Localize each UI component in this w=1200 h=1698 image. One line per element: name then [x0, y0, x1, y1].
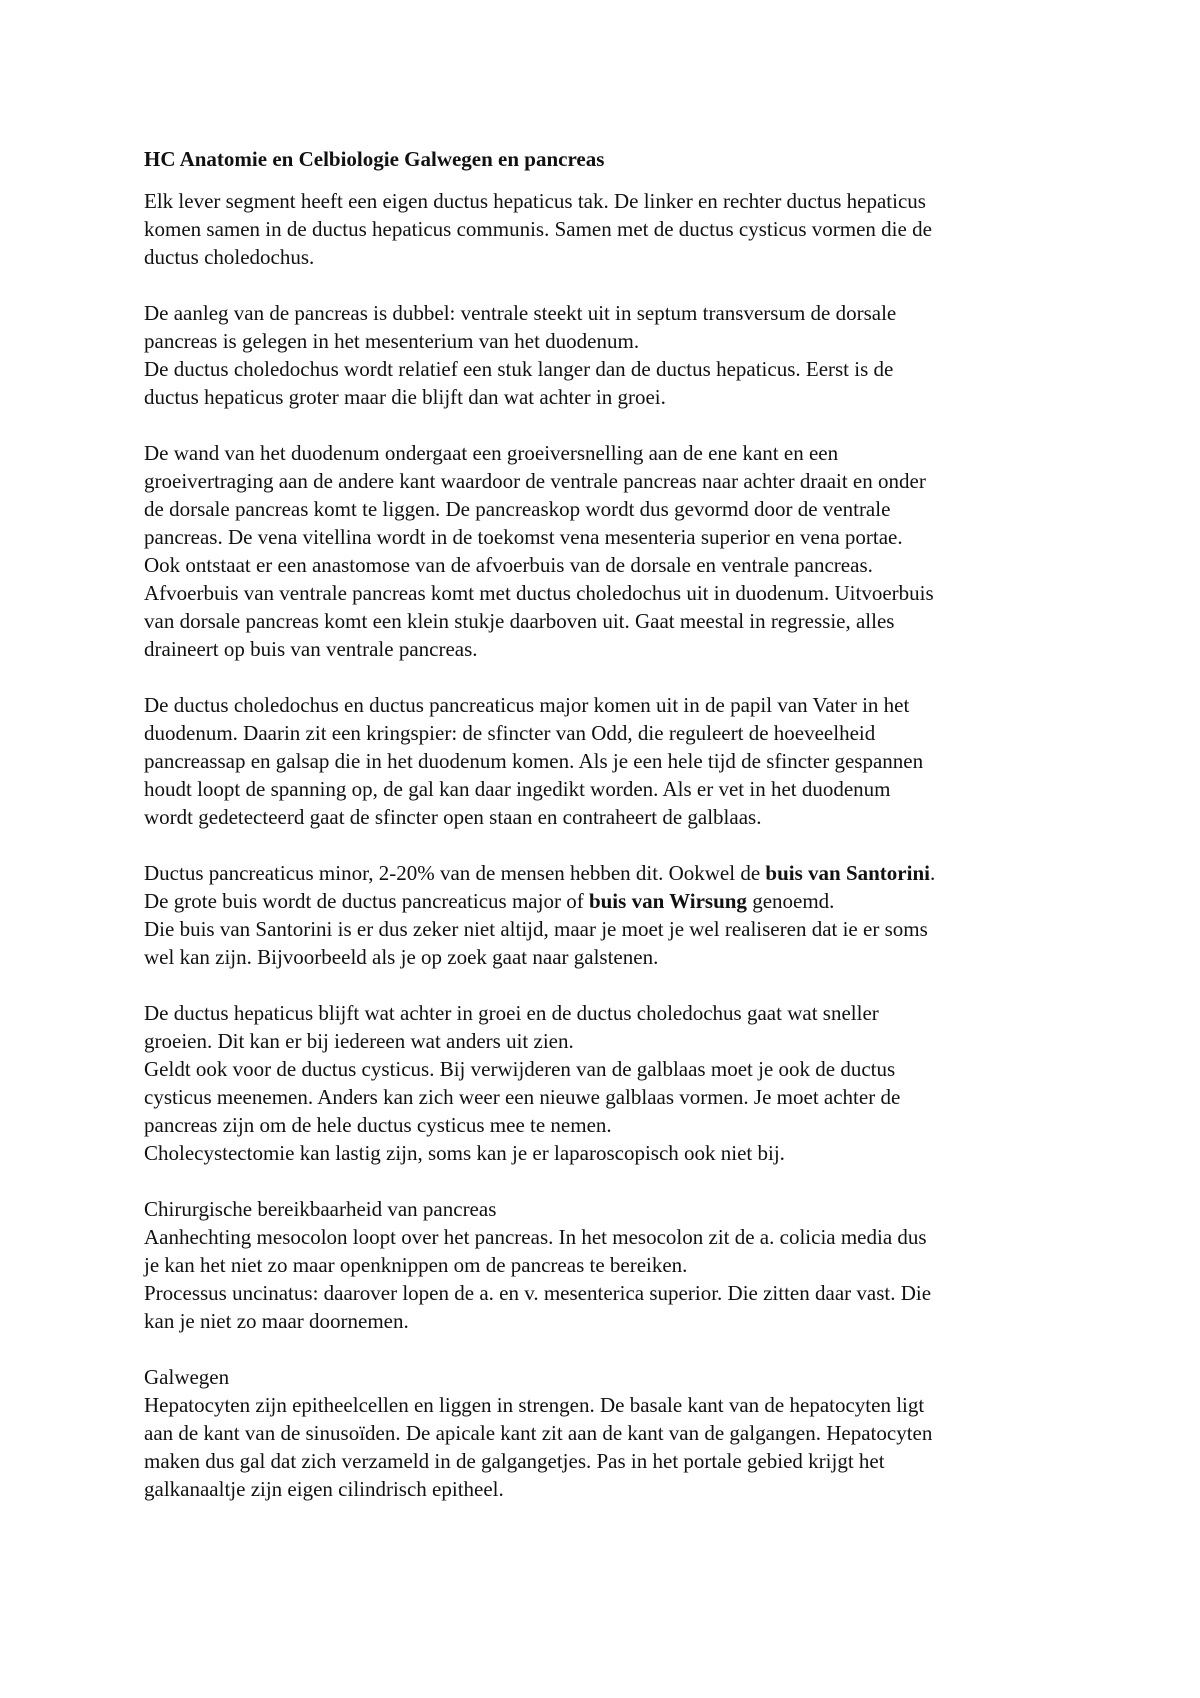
text-line: komen samen in de ductus hepaticus communis. Samen met de ductus cysticus vormen die de — [144, 217, 932, 241]
text-line: De ductus hepaticus blijft wat achter in groei en de ductus choledochus gaat wat sneller — [144, 1001, 879, 1025]
text-line: kan je niet zo maar doornemen. — [144, 1309, 409, 1333]
text-line: De ductus choledochus en ductus pancreaticus major komen uit in de papil van Vater in het — [144, 693, 910, 717]
text-line: Cholecystectomie kan lastig zijn, soms kan je er laparoscopisch ook niet bij. — [144, 1141, 785, 1165]
text-line: pancreas zijn om de hele ductus cysticus mee te nemen. — [144, 1113, 612, 1137]
text-line: De wand van het duodenum ondergaat een groeiversnelling aan de ene kant en een — [144, 441, 839, 465]
text-line: draineert op buis van ventrale pancreas. — [144, 637, 478, 661]
text-line: Elk lever segment heeft een eigen ductus hepaticus tak. De linker en rechter ductus hepaticus — [144, 189, 926, 213]
text-run: De grote buis wordt de ductus pancreaticus major of — [144, 889, 589, 913]
text-line: Afvoerbuis van ventrale pancreas komt met ductus choledochus uit in duodenum. Uitvoerbuis — [144, 581, 934, 605]
document-title: HC Anatomie en Celbiologie Galwegen en pancreas — [144, 147, 605, 171]
text-line: Geldt ook voor de ductus cysticus. Bij verwijderen van de galblaas moet je ook de ductus — [144, 1057, 896, 1081]
text-line: Ook ontstaat er een anastomose van de afvoerbuis van de dorsale en ventrale pancreas. — [144, 553, 873, 577]
text-line: Processus uncinatus: daarover lopen de a. en v. mesenterica superior. Die zitten daar vast. Die — [144, 1281, 932, 1305]
text-line: galkanaaltje zijn eigen cilindrisch epitheel. — [144, 1477, 504, 1501]
paragraph-ductus-hepaticus — [144, 187, 1100, 271]
paragraph-aanleg-pancreas — [144, 299, 1100, 411]
paragraph-chirurgische-bereikbaarheid — [144, 1195, 1100, 1335]
subheading-chirurgische-bereikbaarheid: Chirurgische bereikbaarheid van pancreas — [144, 1197, 497, 1221]
subheading-galwegen: Galwegen — [144, 1365, 230, 1389]
text-line: Hepatocyten zijn epitheelcellen en liggen in strengen. De basale kant van de hepatocyten ligt — [144, 1393, 925, 1417]
text-line: wordt gedetecteerd gaat de sfincter open staan en contraheert de galblaas. — [144, 805, 762, 829]
text-line: De aanleg van de pancreas is dubbel: ventrale steekt uit in septum transversum de dorsale — [144, 301, 897, 325]
text-line: houdt loopt de spanning op, de gal kan daar ingedikt worden. Als er vet in het duodenum — [144, 777, 891, 801]
bold-term-wirsung: buis van Wirsung — [588, 889, 747, 913]
text-line: cysticus meenemen. Anders kan zich weer een nieuwe galblaas vormen. Je moet achter de — [144, 1085, 901, 1109]
paragraph-ductus-pancreaticus — [144, 859, 1100, 971]
text-line: groeivertraging aan de andere kant waardoor de ventrale pancreas naar achter draait en onder — [144, 469, 926, 493]
text-line: pancreas is gelegen in het mesenterium van het duodenum. — [144, 329, 640, 353]
text-line: aan de kant van de sinusoïden. De apicale kant zit aan de kant van de galgangen. Hepatocyten — [144, 1421, 933, 1445]
text-run: Ductus pancreaticus minor, 2-20% van de mensen hebben dit. Ookwel de — [144, 861, 766, 885]
text-line: van dorsale pancreas komt een klein stukje daarboven uit. Gaat meestal in regressie, alles — [144, 609, 895, 633]
text-line: Aanhechting mesocolon loopt over het pancreas. In het mesocolon zit de a. colicia media dus — [144, 1225, 927, 1249]
text-line: wel kan zijn. Bijvoorbeeld als je op zoek gaat naar galstenen. — [144, 945, 659, 969]
text-run: . — [929, 861, 936, 885]
text-line: groeien. Dit kan er bij iedereen wat anders uit zien. — [144, 1029, 574, 1053]
text-line: De ductus choledochus wordt relatief een stuk langer dan de ductus hepaticus. Eerst is de — [144, 357, 894, 381]
text-line: ductus choledochus. — [144, 245, 315, 269]
text-line: maken dus gal dat zich verzameld in de galgangetjes. Pas in het portale gebied krijgt het — [144, 1449, 885, 1473]
paragraph-groei-ductus — [144, 999, 1100, 1167]
text-line: Die buis van Santorini is er dus zeker niet altijd, maar je moet je wel realiseren dat ie er soms — [144, 917, 928, 941]
text-line: ductus hepaticus groter maar die blijft dan wat achter in groei. — [144, 385, 666, 409]
text-line: pancreassap en galsap die in het duodenum komen. Als je een hele tijd de sfincter gespannen — [144, 749, 924, 773]
text-line: de dorsale pancreas komt te liggen. De pancreaskop wordt dus gevormd door de ventrale — [144, 497, 891, 521]
bold-term-santorini: buis van Santorini — [765, 861, 930, 885]
text-line — [144, 859, 1100, 887]
text-line: je kan het niet zo maar openknippen om de pancreas te bereiken. — [144, 1253, 688, 1277]
paragraph-wand-duodenum — [144, 439, 1100, 663]
text-line — [144, 887, 1100, 915]
text-line: pancreas. De vena vitellina wordt in de toekomst vena mesenteria superior en vena portae. — [144, 525, 903, 549]
paragraph-papil-van-vater — [144, 691, 1100, 831]
paragraph-galwegen — [144, 1363, 1100, 1503]
text-line: duodenum. Daarin zit een kringspier: de sfincter van Odd, die reguleert de hoeveelheid — [144, 721, 876, 745]
text-run: genoemd. — [746, 889, 835, 913]
